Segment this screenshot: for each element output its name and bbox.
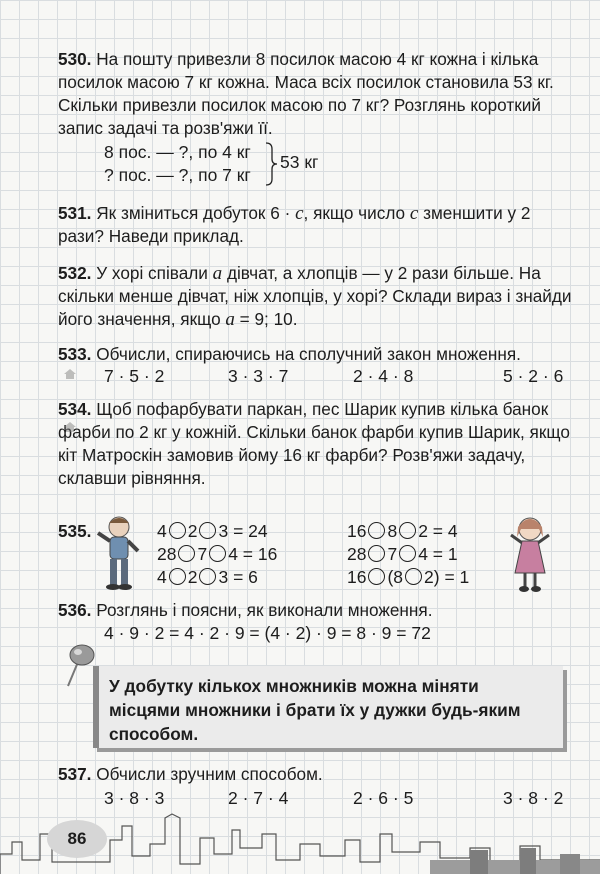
variable: c bbox=[295, 203, 304, 224]
blank-circle[interactable] bbox=[399, 545, 416, 562]
equation-row bbox=[157, 544, 277, 565]
operand: 3 = 24 bbox=[218, 521, 268, 541]
equation-row bbox=[347, 544, 458, 565]
task-number: 534. bbox=[58, 399, 92, 419]
task-text: Як зміниться добуток 6 · bbox=[96, 203, 296, 223]
task-531 bbox=[58, 202, 578, 248]
operand: 2 bbox=[187, 567, 198, 587]
variable: a bbox=[225, 309, 235, 330]
operand: 4 bbox=[157, 567, 167, 587]
expression: 3 · 8 · 3 bbox=[104, 788, 165, 808]
expression: 3 · 3 · 7 bbox=[228, 366, 289, 386]
operand: 4 = 1 bbox=[418, 544, 458, 564]
expression: 2 · 4 · 8 bbox=[353, 366, 414, 386]
task-text: На пошту привезли 8 посилок масою 4 кг кожна і кілька посилок масою 7 кг кожна. Маса всіх посилок становила 53 кг. Скільки привезли посилок масою по 7 кг? Розглянь короткий запис задачі та розв'яжи її. bbox=[58, 49, 554, 138]
operand: 28 bbox=[157, 544, 177, 564]
blank-circle[interactable] bbox=[368, 545, 385, 562]
task-537 bbox=[58, 763, 578, 786]
task-text: Обчисли, спираючись на сполучний закон множення. bbox=[96, 344, 521, 364]
blank-circle[interactable] bbox=[178, 545, 195, 562]
task-number: 537. bbox=[58, 764, 92, 784]
task-536 bbox=[58, 599, 578, 622]
expression: 2 · 7 · 4 bbox=[228, 788, 289, 808]
equation-row bbox=[347, 567, 469, 588]
operand: 7 bbox=[387, 544, 398, 564]
task-533 bbox=[58, 343, 578, 366]
task-text: Щоб пофарбувати паркан, пес Шарик купив кілька банок фарби по 2 кг у кожній. Скільки банок фарби купив Шарик, якщо кіт Матроскін замовив йому 16 кг фарби? Розв'яжи задачу, склавши рівняння. bbox=[58, 399, 570, 488]
operand: 2) = 1 bbox=[424, 567, 470, 587]
operand: 3 = 6 bbox=[218, 567, 258, 587]
brace-icon bbox=[263, 141, 279, 187]
boy-illustration-icon bbox=[94, 515, 142, 591]
operand: 7 bbox=[197, 544, 208, 564]
rule-text: У добутку кількох множників можна міняти місцями множники і брати їх у дужки будь-яким способом. bbox=[109, 676, 521, 744]
equation-row bbox=[347, 521, 458, 542]
task-text: дівчат, а хлопців — у 2 рази більше. На скільки менше дівчат, ніж хлопців, у хорі? Склади вираз і знайди його значення, якщо bbox=[58, 263, 572, 329]
expression: 2 · 6 · 5 bbox=[353, 788, 414, 808]
task-number: 531. bbox=[58, 203, 92, 223]
home-task-icon bbox=[63, 421, 77, 433]
task-number: 533. bbox=[58, 344, 92, 364]
task-text: зменшити у 2 рази? Наведи приклад. bbox=[58, 203, 531, 246]
expression: 7 · 5 · 2 bbox=[104, 366, 165, 386]
operand: 2 bbox=[187, 521, 198, 541]
short-record-total: 53 кг bbox=[280, 152, 319, 172]
blank-circle[interactable] bbox=[405, 568, 422, 585]
task-text: Обчисли зручним способом. bbox=[96, 764, 323, 784]
equation-row bbox=[157, 521, 268, 542]
variable: c bbox=[409, 203, 419, 224]
task-532 bbox=[58, 262, 578, 331]
rule-box bbox=[93, 666, 563, 748]
operand: 16 bbox=[347, 521, 367, 541]
operand: 16 bbox=[347, 567, 367, 587]
task-number: 536. bbox=[58, 600, 92, 620]
task-number: 532. bbox=[58, 263, 92, 283]
blank-circle[interactable] bbox=[368, 522, 385, 539]
blank-circle[interactable] bbox=[199, 522, 216, 539]
operand: (8 bbox=[387, 567, 404, 587]
task-number: 535. bbox=[58, 521, 92, 541]
blank-circle[interactable] bbox=[169, 568, 186, 585]
operand: 8 bbox=[387, 521, 398, 541]
task-text: У хорі співали bbox=[96, 263, 213, 283]
blank-circle[interactable] bbox=[199, 568, 216, 585]
task-text: Розглянь і поясни, як виконали множення. bbox=[96, 600, 433, 620]
task-530 bbox=[58, 48, 578, 140]
blank-circle[interactable] bbox=[368, 568, 385, 585]
page-number: 86 bbox=[47, 820, 107, 858]
variable: a bbox=[212, 263, 223, 284]
expression: 3 · 8 · 2 bbox=[503, 788, 564, 808]
expression: 4 · 9 · 2 = 4 · 2 · 9 = (4 · 2) · 9 = 8 · 9 = 72 bbox=[104, 623, 431, 643]
task-text: , якщо число bbox=[303, 203, 410, 223]
operand: 4 bbox=[157, 521, 167, 541]
short-record-line-2: ? пос. — ?, по 7 кг bbox=[104, 165, 251, 185]
short-record-line-1: 8 пос. — ?, по 4 кг bbox=[104, 142, 251, 162]
home-task-icon bbox=[63, 368, 77, 380]
blank-circle[interactable] bbox=[169, 522, 186, 539]
operand: 2 = 4 bbox=[418, 521, 458, 541]
girl-illustration-icon bbox=[505, 515, 555, 595]
equation-row bbox=[157, 567, 258, 588]
task-534 bbox=[58, 398, 578, 490]
blank-circle[interactable] bbox=[209, 545, 226, 562]
task-number: 530. bbox=[58, 49, 92, 69]
blank-circle[interactable] bbox=[399, 522, 416, 539]
task-text: = 9; 10. bbox=[234, 309, 298, 329]
operand: 4 = 16 bbox=[228, 544, 278, 564]
operand: 28 bbox=[347, 544, 367, 564]
expression: 5 · 2 · 6 bbox=[503, 366, 564, 386]
